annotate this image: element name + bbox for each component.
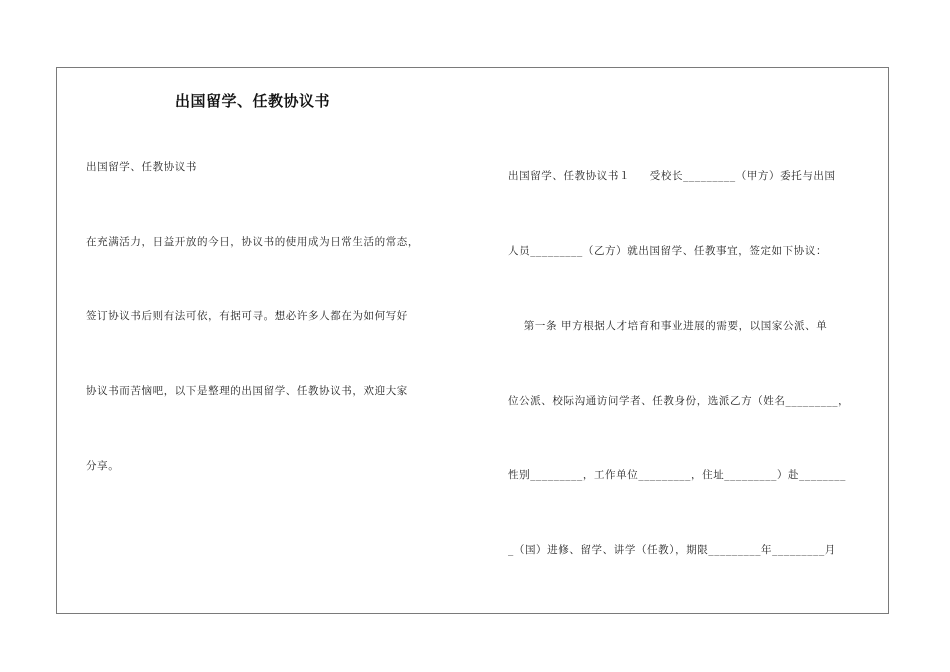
document-page xyxy=(56,67,889,614)
document-title: 出国留学、任教协议书 xyxy=(175,92,331,110)
left-column-line: 签订协议书后则有法可依，有据可寻。想必许多人都在为如何写好 xyxy=(86,310,408,322)
left-column-line: 协议书而苦恼吧，以下是整理的出国留学、任教协议书，欢迎大家 xyxy=(86,385,408,397)
right-column-line: 性别_________，工作单位_________，住址_________）赴________ xyxy=(508,469,846,481)
right-column-line: _（国）进修、留学、讲学（任教），期限_________年_________月 xyxy=(508,544,836,556)
left-column-line: 在充满活力，日益开放的今日，协议书的使用成为日常生活的常态， xyxy=(86,236,419,248)
left-column-line: 分享。 xyxy=(86,460,120,472)
right-column-line: 第一条 甲方根据人才培育和事业进展的需要，以国家公派、单 xyxy=(508,320,828,332)
right-column-line: 人员_________（乙方）就出国留学、任教事宜，签定如下协议： xyxy=(508,245,828,257)
right-column-line: 位公派、校际沟通访问学者、任教身份，选派乙方（姓名_________， xyxy=(508,395,850,407)
left-column-line: 出国留学、任教协议书 xyxy=(86,161,197,173)
right-column-line: 出国留学、任教协议书１ 受校长_________（甲方）委托与出国 xyxy=(508,170,836,182)
